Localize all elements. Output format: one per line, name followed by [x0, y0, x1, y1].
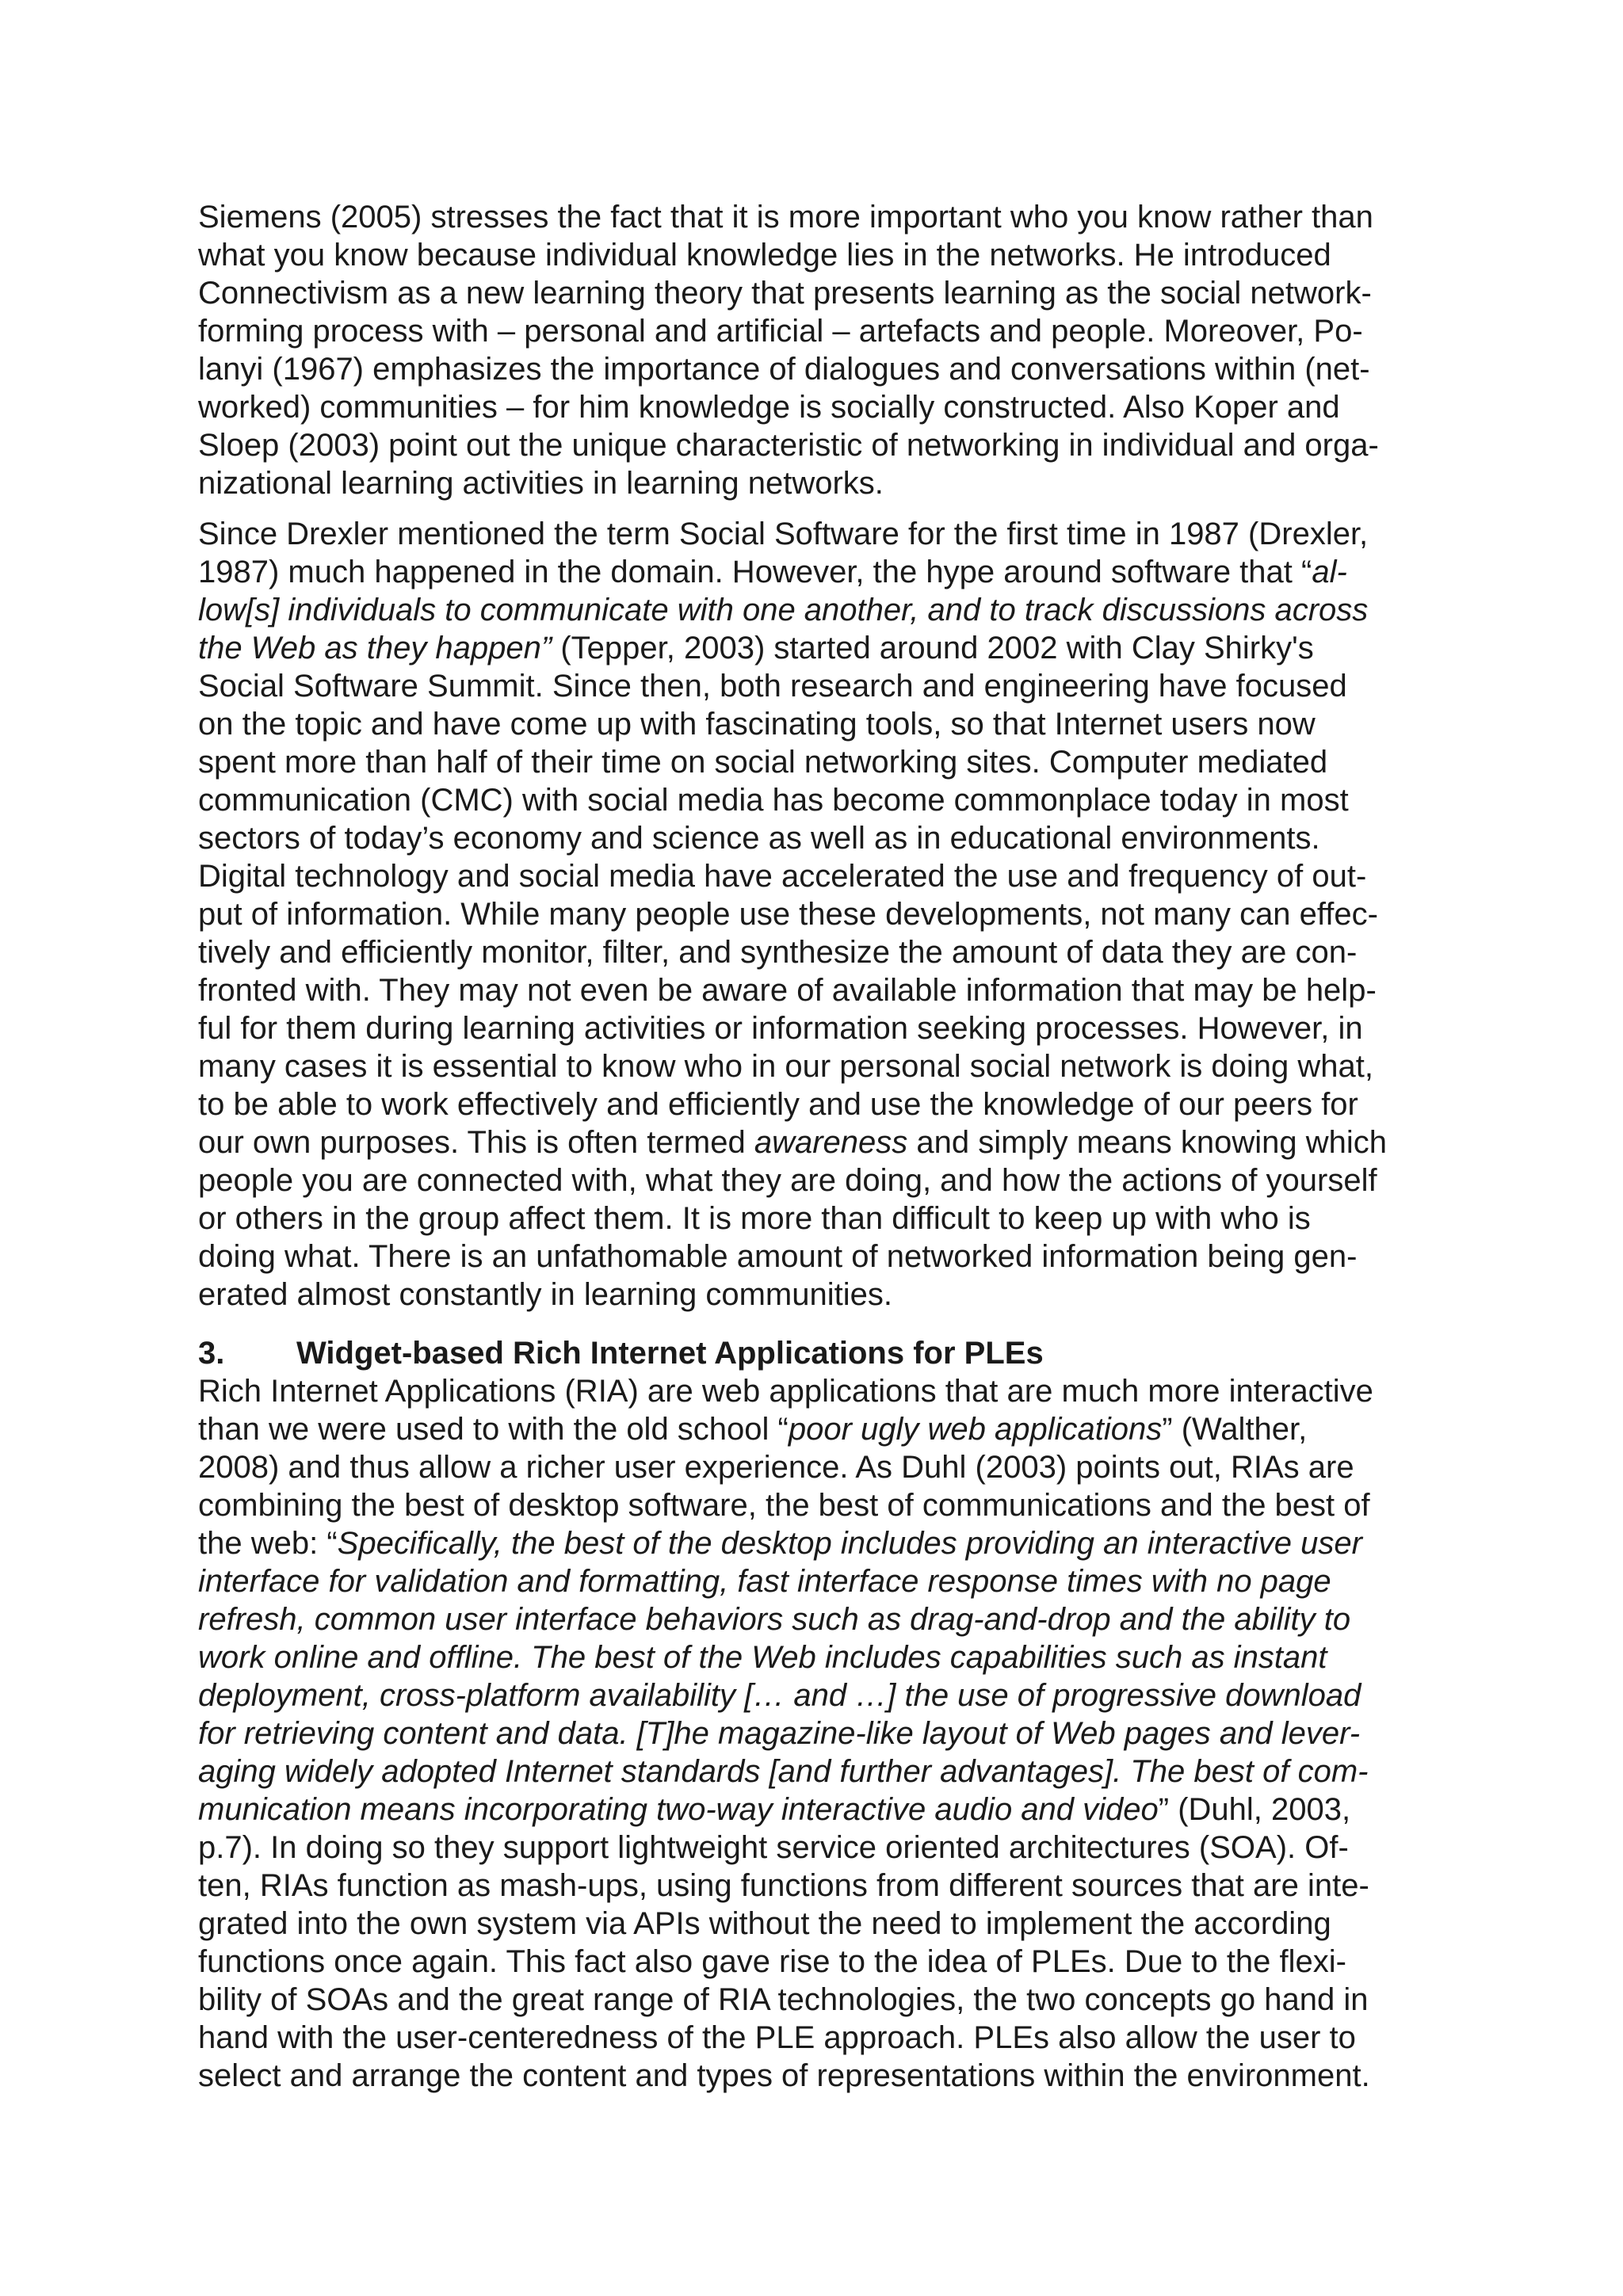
text-line — [198, 1829, 1434, 1867]
text-line — [198, 2019, 1434, 2057]
section-number: 3. — [198, 1336, 225, 1371]
paragraph-rich-internet-applications — [198, 1372, 1434, 2095]
text-line — [198, 1600, 1434, 1638]
body-text: select and arrange the content and types of representations within the environment. — [198, 2058, 1370, 2093]
body-text: hand with the user-centeredness of the PLE approach. PLEs also allow the user to — [198, 2020, 1356, 2055]
text-line — [198, 667, 1434, 705]
text-line — [198, 1981, 1434, 2019]
body-text: spent more than half of their time on social networking sites. Computer mediated — [198, 745, 1328, 780]
text-line — [198, 426, 1434, 464]
body-text: bility of SOAs and the great range of RIA technologies, the two concepts go hand in — [198, 1982, 1369, 2017]
text-line — [198, 971, 1434, 1009]
text-line — [198, 464, 1434, 502]
body-text: nizational learning activities in learning networks. — [198, 466, 884, 501]
text-line — [198, 274, 1434, 312]
body-text: ful for them during learning activities or information seeking processes. However, in — [198, 1011, 1363, 1046]
text-line — [198, 1753, 1434, 1791]
body-text: and simply means knowing which — [907, 1125, 1388, 1160]
body-text: people you are connected with, what they are doing, and how the actions of yourself — [198, 1163, 1377, 1198]
text-line — [198, 1943, 1434, 1981]
paragraph-social-software — [198, 515, 1434, 1314]
italic-text: refresh, common user interface behaviors such as drag-and-drop and the ability to — [198, 1602, 1351, 1637]
italic-text: awareness — [754, 1125, 908, 1160]
body-text: combining the best of desktop software, the best of communications and the best of — [198, 1488, 1370, 1523]
text-line — [198, 553, 1434, 591]
text-line — [198, 1448, 1434, 1486]
body-text: Digital technology and social media have accelerated the use and frequency of out- — [198, 859, 1367, 894]
body-text: worked) communities – for him knowledge is socially constructed. Also Koper and — [198, 390, 1340, 425]
text-line — [198, 819, 1434, 857]
body-text: sectors of today’s economy and science as well as in educational environments. — [198, 821, 1320, 856]
text-line — [198, 1372, 1434, 1410]
italic-text: poor ugly web applications — [788, 1412, 1163, 1447]
body-text: ” (Duhl, 2003, — [1158, 1792, 1351, 1827]
text-line — [198, 1486, 1434, 1524]
body-text: 1987) much happened in the domain. However, the hype around software that “ — [198, 555, 1312, 589]
body-text: many cases it is essential to know who in our personal social network is doing what, — [198, 1049, 1373, 1084]
text-line — [198, 1238, 1434, 1276]
text-line — [198, 312, 1434, 350]
italic-text: aging widely adopted Internet standards [and further advantages]. The best of com- — [198, 1754, 1369, 1789]
text-line — [198, 1676, 1434, 1714]
text-line — [198, 388, 1434, 426]
text-line — [198, 1791, 1434, 1829]
text-line — [198, 350, 1434, 388]
body-text: grated into the own system via APIs without the need to implement the according — [198, 1906, 1331, 1941]
text-line — [198, 591, 1434, 629]
text-line — [198, 629, 1434, 667]
italic-text: for retrieving content and data. [T]he magazine-like layout of Web pages and lever- — [198, 1716, 1361, 1751]
text-line — [198, 781, 1434, 819]
text-line — [198, 1161, 1434, 1199]
body-text: Connectivism as a new learning theory that presents learning as the social network- — [198, 276, 1372, 311]
text-line — [198, 1276, 1434, 1314]
body-text: p.7). In doing so they support lightweight service oriented architectures (SOA). Of- — [198, 1830, 1349, 1865]
text-line — [198, 1410, 1434, 1448]
body-text: Since Drexler mentioned the term Social Software for the first time in 1987 (Drexler, — [198, 517, 1369, 551]
body-text: the web: “ — [198, 1526, 338, 1561]
document-page — [198, 198, 1434, 2095]
body-text: tively and efficiently monitor, filter, and synthesize the amount of data they are con- — [198, 935, 1358, 970]
text-line — [198, 2057, 1434, 2095]
body-text: what you know because individual knowledge lies in the networks. He introduced — [198, 238, 1331, 273]
text-line — [198, 1714, 1434, 1753]
text-line — [198, 198, 1434, 236]
italic-text: the Web as they happen” — [198, 631, 552, 666]
paragraph-connectivism — [198, 198, 1434, 502]
body-text: (Tepper, 2003) started around 2002 with Clay Shirky's — [552, 631, 1314, 666]
text-line — [198, 1199, 1434, 1238]
italic-text: work online and offline. The best of the Web includes capabilities such as instant — [198, 1640, 1327, 1675]
body-text: Social Software Summit. Since then, both research and engineering have focused — [198, 669, 1347, 704]
text-line — [198, 236, 1434, 274]
body-text: ” (Walther, — [1162, 1412, 1308, 1447]
body-text: Rich Internet Applications (RIA) are web applications that are much more interactive — [198, 1374, 1373, 1409]
section-heading — [198, 1334, 1434, 1372]
body-text: on the topic and have come up with fascinating tools, so that Internet users now — [198, 707, 1316, 742]
text-line — [198, 1638, 1434, 1676]
text-line — [198, 1123, 1434, 1161]
body-text: communication (CMC) with social media has become commonplace today in most — [198, 783, 1349, 818]
body-text: forming process with – personal and artificial – artefacts and people. Moreover, Po- — [198, 314, 1363, 349]
text-line — [198, 1009, 1434, 1047]
body-text: put of information. While many people use these developments, not many can effec- — [198, 897, 1378, 932]
italic-text: interface for validation and formatting, fast interface response times with no page — [198, 1564, 1331, 1599]
body-text: than we were used to with the old school “ — [198, 1412, 789, 1447]
italic-text: al- — [1312, 555, 1347, 589]
section-title: Widget-based Rich Internet Applications for PLEs — [296, 1336, 1044, 1371]
italic-text: Specifically, the best of the desktop includes providing an interactive user — [337, 1526, 1362, 1561]
body-text: or others in the group affect them. It is more than difficult to keep up with who is — [198, 1201, 1311, 1236]
italic-text: deployment, cross-platform availability [… and …] the use of progressive download — [198, 1678, 1361, 1713]
text-line — [198, 1867, 1434, 1905]
text-line — [198, 1562, 1434, 1600]
text-line — [198, 895, 1434, 933]
italic-text: munication means incorporating two-way interactive audio and video — [198, 1792, 1159, 1827]
text-line — [198, 743, 1434, 781]
text-line — [198, 857, 1434, 895]
body-text: Siemens (2005) stresses the fact that it is more important who you know rather than — [198, 200, 1373, 235]
text-line — [198, 1085, 1434, 1123]
italic-text: low[s] individuals to communicate with one another, and to track discussions across — [198, 593, 1369, 627]
body-text: 2008) and thus allow a richer user experience. As Duhl (2003) points out, RIAs are — [198, 1450, 1354, 1485]
body-text: Sloep (2003) point out the unique characteristic of networking in individual and orga- — [198, 428, 1379, 463]
text-line — [198, 1524, 1434, 1562]
body-text: erated almost constantly in learning communities. — [198, 1277, 892, 1312]
text-line — [198, 1047, 1434, 1085]
text-line — [198, 933, 1434, 971]
text-line — [198, 515, 1434, 553]
body-text: functions once again. This fact also gave rise to the idea of PLEs. Due to the flexi- — [198, 1944, 1346, 1979]
body-text: ten, RIAs function as mash-ups, using functions from different sources that are inte- — [198, 1868, 1369, 1903]
body-text: doing what. There is an unfathomable amount of networked information being gen- — [198, 1239, 1358, 1274]
body-text: to be able to work effectively and efficiently and use the knowledge of our peers for — [198, 1087, 1358, 1122]
body-text: fronted with. They may not even be aware of available information that may be help- — [198, 973, 1377, 1008]
text-line — [198, 705, 1434, 743]
text-line — [198, 1905, 1434, 1943]
body-text: lanyi (1967) emphasizes the importance of dialogues and conversations within (net- — [198, 352, 1370, 387]
body-text: our own purposes. This is often termed — [198, 1125, 754, 1160]
